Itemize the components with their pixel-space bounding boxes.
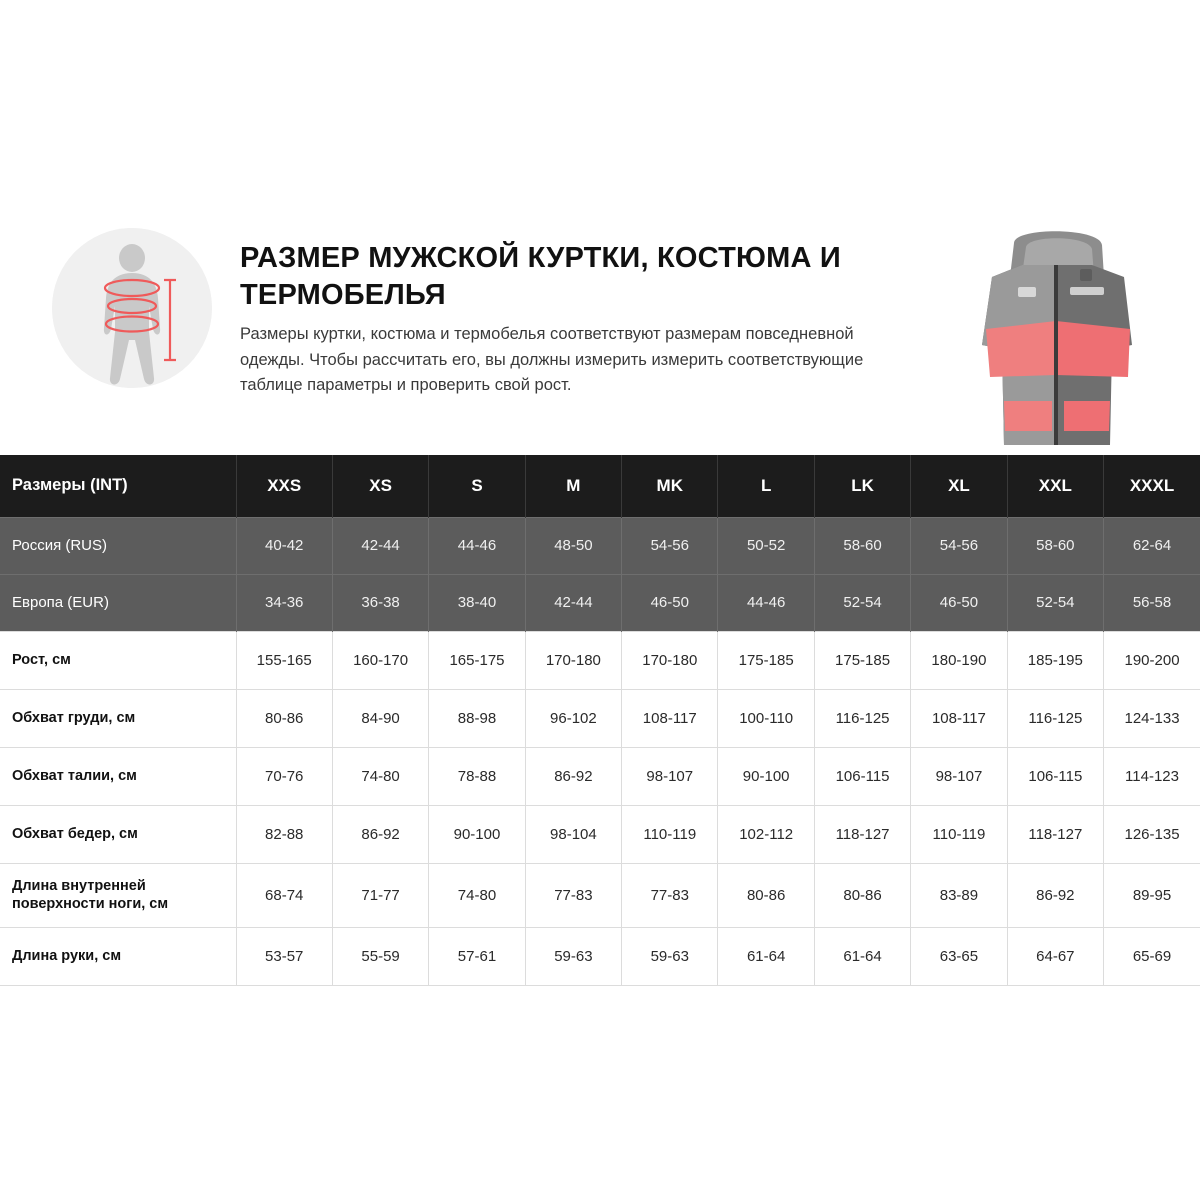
cell-inseam-3: 77-83 [525, 863, 621, 927]
cell-waist-0: 70-76 [236, 747, 332, 805]
cell-chest-3: 96-102 [525, 689, 621, 747]
cell-height-6: 175-185 [814, 631, 910, 689]
cell-armlength-8: 64-67 [1007, 927, 1103, 985]
cell-hips-8: 118-127 [1007, 805, 1103, 863]
header-size-xxs: XXS [236, 455, 332, 517]
cell-waist-2: 78-88 [429, 747, 525, 805]
page-title: РАЗМЕР МУЖСКОЙ КУРТКИ, КОСТЮМА И ТЕРМОБЕЛЬЯ [240, 242, 841, 311]
cell-chest-4: 108-117 [622, 689, 718, 747]
cell-armlength-0: 53-57 [236, 927, 332, 985]
cell-hips-2: 90-100 [429, 805, 525, 863]
page-description: Размеры куртки, костюма и термобелья соответствуют размерам повседневной одежды. Чтобы рассчитать его, вы должны измерить измерить соответствующие таблице параметры и проверить свой рост. [240, 325, 864, 395]
cell-inseam-0: 68-74 [236, 863, 332, 927]
cell-inseam-6: 80-86 [814, 863, 910, 927]
header-size-xs: XS [332, 455, 428, 517]
cell-eur-2: 38-40 [429, 574, 525, 631]
cell-hips-3: 98-104 [525, 805, 621, 863]
table-row-inseam [0, 863, 1200, 927]
row-label-waist: Обхват талии, см [0, 747, 236, 805]
cell-waist-8: 106-115 [1007, 747, 1103, 805]
page-header [0, 0, 1200, 455]
header-size-lk: LK [814, 455, 910, 517]
cell-rus-7: 54-56 [911, 517, 1007, 574]
cell-eur-7: 46-50 [911, 574, 1007, 631]
cell-inseam-5: 80-86 [718, 863, 814, 927]
cell-height-1: 160-170 [332, 631, 428, 689]
cell-chest-7: 108-117 [911, 689, 1007, 747]
cell-eur-9: 56-58 [1104, 574, 1200, 631]
cell-waist-4: 98-107 [622, 747, 718, 805]
table-row-hips [0, 805, 1200, 863]
cell-waist-7: 98-107 [911, 747, 1007, 805]
cell-height-9: 190-200 [1104, 631, 1200, 689]
cell-eur-8: 52-54 [1007, 574, 1103, 631]
cell-chest-8: 116-125 [1007, 689, 1103, 747]
header-size-l: L [718, 455, 814, 517]
header-size-xxxl: XXXL [1129, 475, 1175, 495]
cell-hips-0: 82-88 [236, 805, 332, 863]
cell-chest-0: 80-86 [236, 689, 332, 747]
header-size-m: M [525, 455, 621, 517]
cell-rus-6: 58-60 [814, 517, 910, 574]
table-row-eur [0, 574, 1200, 631]
header-size-s: S [429, 455, 525, 517]
row-label-inseam: Длина внутренней поверхности ноги, см [0, 863, 236, 927]
cell-armlength-3: 59-63 [525, 927, 621, 985]
cell-chest-6: 116-125 [814, 689, 910, 747]
cell-chest-1: 84-90 [332, 689, 428, 747]
cell-rus-3: 48-50 [525, 517, 621, 574]
row-label-rus: Россия (RUS) [0, 517, 236, 574]
cell-armlength-4: 59-63 [622, 927, 718, 985]
cell-inseam-1: 71-77 [332, 863, 428, 927]
cell-height-0: 155-165 [236, 631, 332, 689]
cell-hips-7: 110-119 [911, 805, 1007, 863]
cell-height-3: 170-180 [525, 631, 621, 689]
body-measurement-badge [52, 228, 212, 388]
cell-rus-2: 44-46 [429, 517, 525, 574]
cell-chest-2: 88-98 [429, 689, 525, 747]
size-table [0, 455, 1200, 986]
row-label-height: Рост, см [0, 631, 236, 689]
cell-eur-0: 34-36 [236, 574, 332, 631]
cell-waist-9: 114-123 [1104, 747, 1200, 805]
header-size-xl: XL [911, 455, 1007, 517]
cell-hips-4: 110-119 [622, 805, 718, 863]
header-size-mk: MK [622, 455, 718, 517]
cell-waist-5: 90-100 [718, 747, 814, 805]
cell-inseam-4: 77-83 [622, 863, 718, 927]
row-label-chest: Обхват груди, см [0, 689, 236, 747]
cell-hips-9: 126-135 [1104, 805, 1200, 863]
cell-eur-6: 52-54 [814, 574, 910, 631]
cell-height-8: 185-195 [1007, 631, 1103, 689]
cell-height-7: 180-190 [911, 631, 1007, 689]
table-header-row [0, 455, 1200, 517]
header-label: Размеры (INT) [0, 455, 236, 517]
cell-height-2: 165-175 [429, 631, 525, 689]
cell-eur-4: 46-50 [622, 574, 718, 631]
cell-eur-3: 42-44 [525, 574, 621, 631]
cell-armlength-1: 55-59 [332, 927, 428, 985]
cell-inseam-9: 89-95 [1104, 863, 1200, 927]
cell-chest-5: 100-110 [718, 689, 814, 747]
cell-rus-5: 50-52 [718, 517, 814, 574]
row-label-hips: Обхват бедер, см [0, 805, 236, 863]
cell-waist-3: 86-92 [525, 747, 621, 805]
table-row-height [0, 631, 1200, 689]
row-label-eur: Европа (EUR) [0, 574, 236, 631]
cell-waist-1: 74-80 [332, 747, 428, 805]
cell-rus-1: 42-44 [332, 517, 428, 574]
jacket-illustration-icon [952, 225, 1162, 455]
cell-inseam-8: 86-92 [1007, 863, 1103, 927]
cell-armlength-6: 61-64 [814, 927, 910, 985]
cell-rus-9: 62-64 [1104, 517, 1200, 574]
cell-inseam-7: 83-89 [911, 863, 1007, 927]
cell-chest-9: 124-133 [1104, 689, 1200, 747]
cell-hips-6: 118-127 [814, 805, 910, 863]
table-row-armlength [0, 927, 1200, 985]
cell-rus-8: 58-60 [1007, 517, 1103, 574]
table-row-waist [0, 747, 1200, 805]
cell-armlength-7: 63-65 [911, 927, 1007, 985]
cell-eur-5: 44-46 [718, 574, 814, 631]
cell-hips-5: 102-112 [718, 805, 814, 863]
cell-rus-4: 54-56 [622, 517, 718, 574]
table-row-chest [0, 689, 1200, 747]
row-label-armlength: Длина руки, см [0, 927, 236, 985]
cell-rus-0: 40-42 [236, 517, 332, 574]
cell-armlength-5: 61-64 [718, 927, 814, 985]
cell-armlength-2: 57-61 [429, 927, 525, 985]
cell-eur-1: 36-38 [332, 574, 428, 631]
cell-height-4: 170-180 [622, 631, 718, 689]
jacket-product-photo [952, 225, 1162, 455]
header-size-xxl: XXL [1007, 455, 1103, 517]
table-row-rus [0, 517, 1200, 574]
cell-hips-1: 86-92 [332, 805, 428, 863]
cell-armlength-9: 65-69 [1104, 927, 1200, 985]
body-measurement-icon [52, 228, 212, 388]
cell-inseam-2: 74-80 [429, 863, 525, 927]
cell-waist-6: 106-115 [814, 747, 910, 805]
cell-height-5: 175-185 [718, 631, 814, 689]
